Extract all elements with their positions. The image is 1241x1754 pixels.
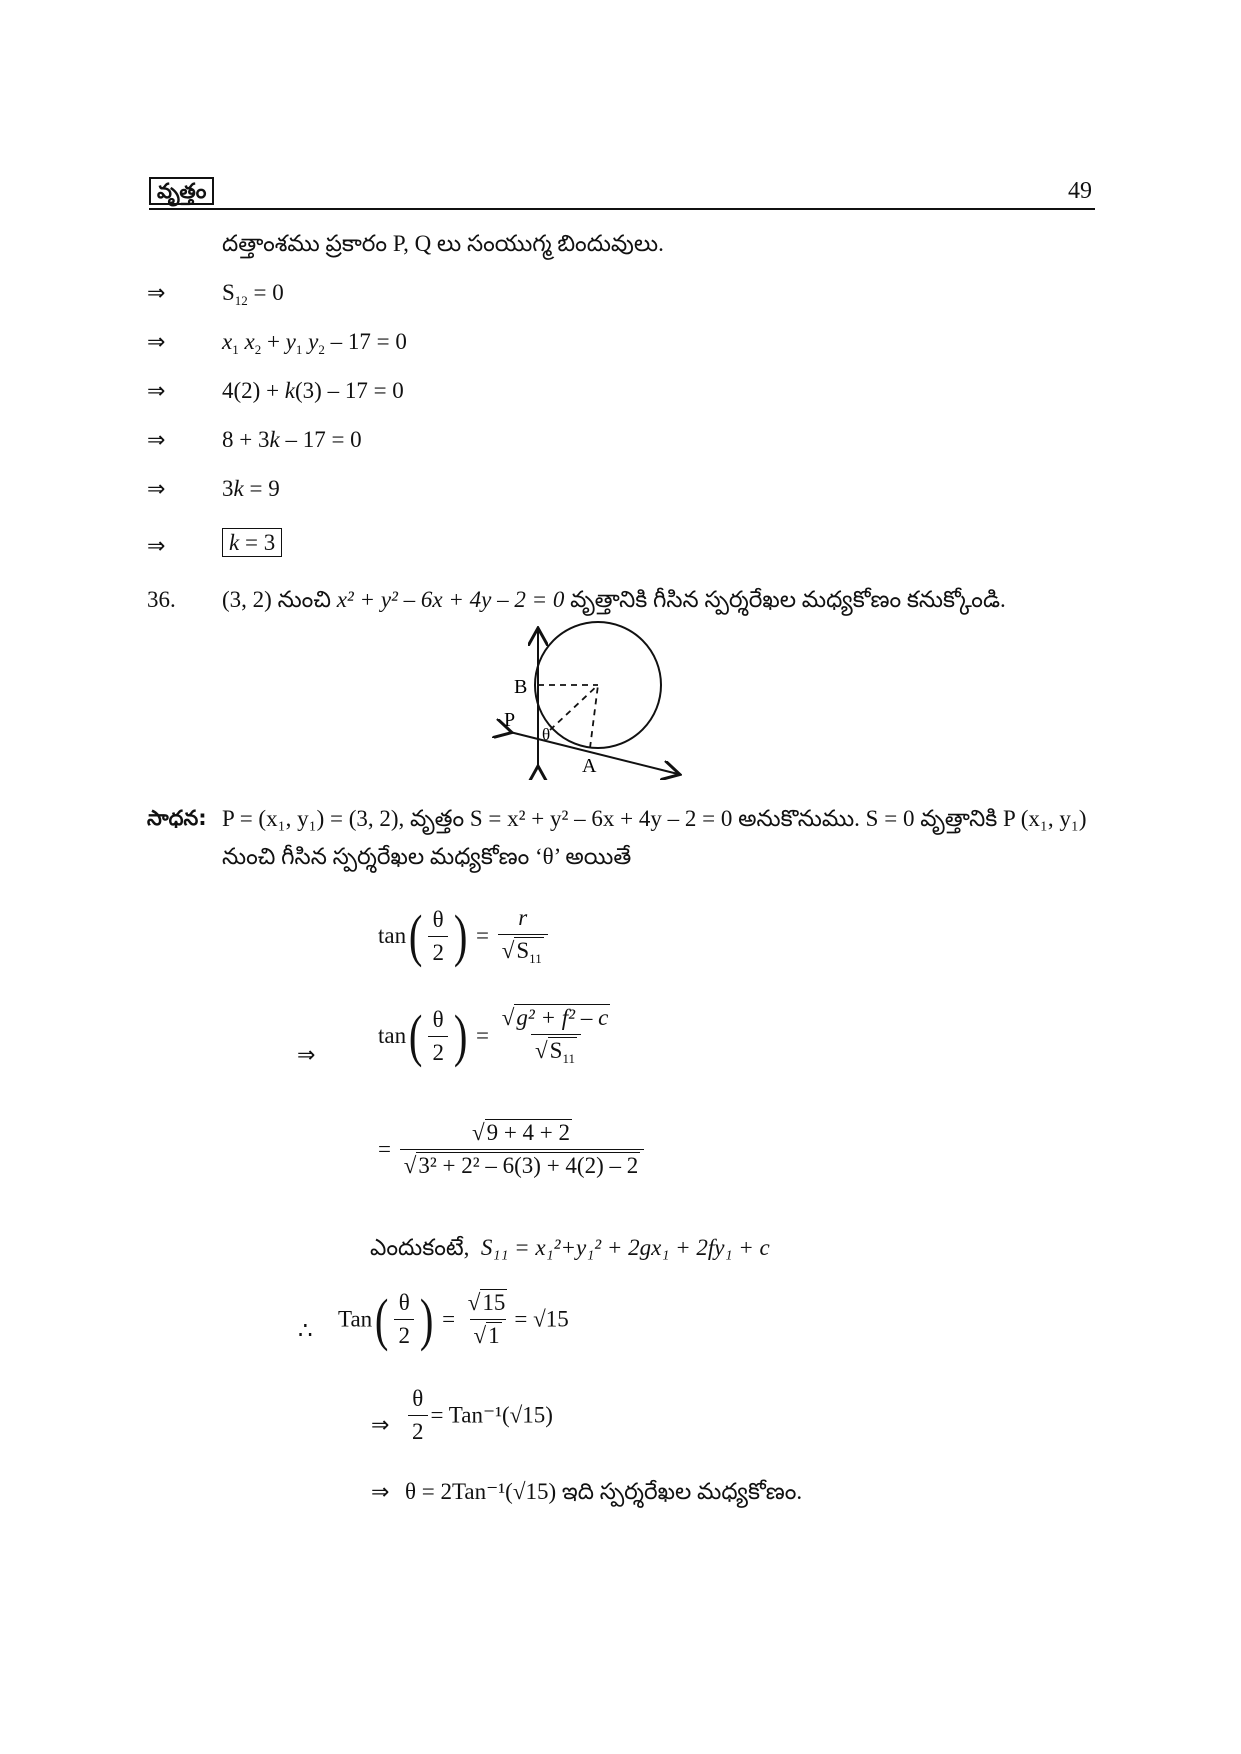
formula-tan-r: tan( $\frac{\theta}{2}$ ) = $\frac{r}{√S_{11}}$ bbox=[378, 905, 551, 967]
implies-arrow: ⇒ bbox=[147, 477, 166, 502]
step-x1x2: $x_1$ $x_2 + y_1$ $y_2 - 17 = 0$ bbox=[222, 329, 407, 357]
intro-text: దత్తాంశము ప్రకారం P, Q లు సంయుగ్మ బిందువులు. bbox=[222, 231, 664, 256]
formula-tan-gfc: tan( $\frac{\theta}{2}$ ) = $\frac{\text{√g² + f² – c}}{√S_{11}}$ bbox=[378, 1003, 609, 1068]
formula-numeric: = $\frac{√9 + 4 + 2}{\text{√3² + 2² – 6(3) + 4(2) – 2}}$ bbox=[378, 1120, 647, 1179]
solution-line-1: P = (x₁, y₁) = (3, 2), వృత్తం S = x² + y² – 6x + 4y – 2 = 0 అనుకొనుము. S = 0 వృత్తానికి P (x₁, y₁) bbox=[222, 806, 1087, 831]
implies-arrow: ⇒ bbox=[297, 1043, 316, 1068]
implies-arrow: ⇒ bbox=[147, 428, 166, 453]
header-rule bbox=[149, 208, 1095, 210]
chapter-title: వృత్తం bbox=[149, 178, 214, 209]
implies-arrow: ⇒ bbox=[147, 330, 166, 355]
label-A: A bbox=[582, 755, 597, 777]
implies-arrow: ⇒ bbox=[147, 534, 166, 559]
final-answer: θ = 2Tan⁻¹(√15) ఇది స్పర్శరేఖల మధ్యకోణం. bbox=[405, 1479, 803, 1504]
because-line: ఎందుకంటే, S₁₁ = x₁²+y₁² + 2gx₁ + 2fy₁ + c bbox=[370, 1235, 770, 1260]
implies-arrow: ⇒ bbox=[147, 379, 166, 404]
implies-arrow: ⇒ bbox=[147, 281, 166, 306]
implies-arrow: ⇒ bbox=[371, 1480, 390, 1505]
question-number: 36. bbox=[147, 587, 176, 612]
step-k-answer: k = 3 bbox=[222, 530, 282, 556]
formula-tan-15: Tan( $\frac{\theta}{2}$ ) = $\frac{√15}{√1}$ = √15 bbox=[338, 1286, 569, 1352]
label-P: P bbox=[504, 709, 516, 731]
label-theta: θ bbox=[542, 725, 551, 744]
step-substitute: 4(2) + k(3) – 17 = 0 bbox=[222, 378, 404, 403]
step-s12: $S_{12} = 0$ bbox=[222, 280, 284, 308]
step-3k: 3k = 9 bbox=[222, 476, 280, 501]
solution-label: సాధన: bbox=[147, 806, 207, 830]
therefore-symbol: ∴ bbox=[298, 1318, 313, 1343]
formula-theta-half: $\frac{\theta}{2}$ = Tan⁻¹(√15) bbox=[405, 1386, 553, 1445]
question-text: (3, 2) నుంచి x² + y² – 6x + 4y – 2 = 0 వృత్తానికి గీసిన స్పర్శరేఖల మధ్యకోణం కనుక్కోండి. bbox=[222, 587, 1006, 612]
implies-arrow: ⇒ bbox=[371, 1413, 390, 1438]
line-P-to-centre bbox=[550, 685, 598, 730]
solution-line-2: నుంచి గీసిన స్పర్శరేఖల మధ్యకోణం ‘θ’ అయితే bbox=[222, 844, 632, 869]
step-simplify: 8 + 3k – 17 = 0 bbox=[222, 427, 362, 452]
radius-to-A bbox=[590, 685, 598, 748]
label-B: B bbox=[514, 676, 528, 698]
tangent-diagram bbox=[490, 615, 690, 780]
page-number: 49 bbox=[1068, 178, 1092, 204]
